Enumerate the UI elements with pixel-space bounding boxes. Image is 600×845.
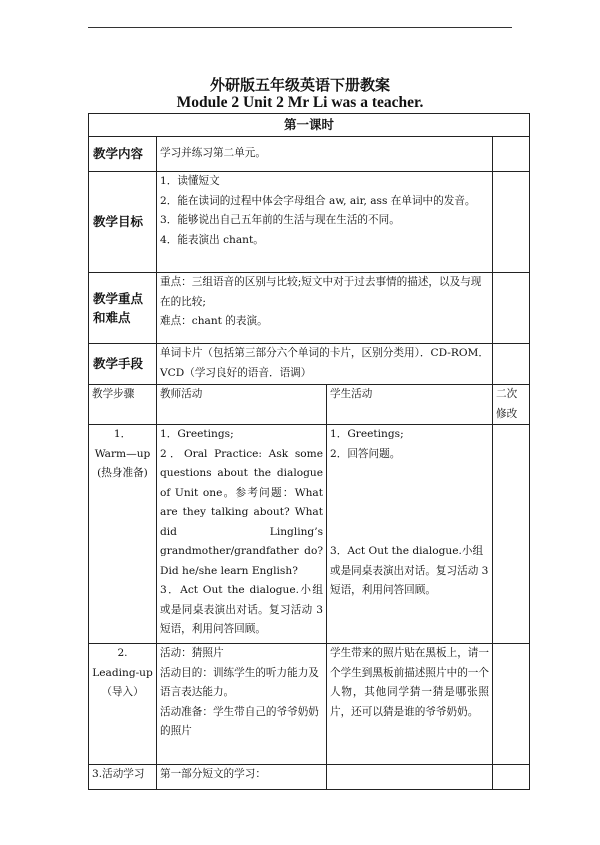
teacher-activity-cell (157, 425, 327, 644)
keypoints-cell (157, 273, 493, 344)
content-revision-cell (493, 137, 530, 172)
step-label-line: 2. (117, 647, 128, 659)
means-text: 单词卡片（包括第三部分六个单词的卡片，区别分类用）．CD-ROM．VCD（学习良好的语音．语调） (157, 344, 493, 385)
step-label-line: 1． (113, 428, 132, 440)
step-label-cell (89, 644, 157, 765)
content-row (89, 137, 530, 172)
keypoints-label-line: 和难点 (93, 310, 131, 325)
teacher-activity-item: 活动：猜照片 (160, 647, 224, 659)
keypoints-label (89, 273, 157, 344)
objectives-row (89, 172, 530, 273)
content-text: 学习并练习第二单元。 (157, 137, 493, 172)
keypoints-revision-cell (493, 273, 530, 344)
revision-cell (493, 765, 530, 790)
means-revision-cell (493, 344, 530, 385)
column-header-step: 教学步骤 (89, 385, 157, 425)
student-activity-item: 2．回答问题。 (330, 447, 401, 460)
objectives-label: 教学目标 (89, 172, 157, 273)
teacher-activity-item: 第一部分短文的学习： (160, 768, 266, 780)
objective-item: 1．读懂短文 (160, 175, 220, 187)
period-heading: 第一课时 (89, 114, 530, 137)
step-label-line: (热身准备) (97, 467, 148, 479)
step-label-line: （导入） (101, 686, 144, 698)
column-header-teacher: 教师活动 (157, 385, 327, 425)
header-rule (88, 27, 512, 28)
column-header-student: 学生活动 (327, 385, 493, 425)
step-label-cell (89, 425, 157, 644)
teacher-activity-cell (157, 644, 327, 765)
keypoints-row (89, 273, 530, 344)
teacher-activity-item: 3．Act Out the dialogue.小组或是同桌表演出对话。复习活动 3 短语，利用问答回顾。 (160, 584, 323, 635)
step-row-warmup (89, 425, 530, 644)
teacher-activity-item: 活动目的：训练学生的听力能力及语言表达能力。 (160, 666, 319, 698)
objective-item: 4．能表演出 chant。 (160, 233, 264, 246)
step-label-line: Leading-up (92, 666, 153, 679)
column-header-revision: 二次修改 (493, 385, 530, 425)
teacher-activity-item: 1．Greetings; (160, 428, 234, 440)
objectives-revision-cell (493, 172, 530, 273)
objective-item: 3．能够说出自己五年前的生活与现在生活的不同。 (160, 214, 400, 226)
keypoints-label-line: 教学重点 (93, 290, 144, 306)
means-row (89, 344, 530, 385)
teacher-activity-item: 活动准备：学生带自己的爷爷奶奶的照片 (160, 705, 319, 737)
revision-cell (493, 425, 530, 644)
teacher-activity-cell (157, 765, 327, 790)
step-row-activity (89, 765, 530, 790)
step-row-leading-up (89, 644, 530, 765)
column-header-row (89, 385, 530, 425)
student-activity-item: 学生带来的照片贴在黑板上，请一个学生到黑板前描述照片中的一个人物，其他同学猜一猜是哪张照片，还可以猜是谁的爷爷奶奶。 (330, 647, 489, 718)
step-label-line: Warm—up (94, 447, 151, 460)
student-activity-cell (327, 765, 493, 790)
content-label: 教学内容 (89, 137, 157, 172)
step-label-line: 3.活动学习 (92, 768, 145, 780)
period-row (89, 114, 530, 137)
keypoint-item: 重点：三组语音的区别与比较;短文中对于过去事情的描述，以及与现在的比较; (160, 276, 482, 308)
teacher-activity-item: 2．Oral Practice: Ask some questions about the dialogue of Unit one。参考问题：What are they talking about? What did Lingling’s grandmother/grandfather do? Did he/she learn English? (160, 447, 323, 577)
step-label-cell (89, 765, 157, 790)
student-activity-cell (327, 425, 493, 644)
objectives-cell (157, 172, 493, 273)
objective-item: 2．能在读词的过程中体会字母组合 aw, air, ass 在单词中的发音。 (160, 194, 476, 207)
student-activity-item: 3．Act Out the dialogue.小组或是同桌表演出对话。复习活动 3 短语，利用问答回顾。 (330, 545, 489, 596)
document-subtitle: Module 2 Unit 2 Mr Li was a teacher. (176, 94, 424, 111)
means-label: 教学手段 (89, 344, 157, 385)
keypoint-item: 难点：chant 的表演。 (160, 315, 268, 327)
student-activity-item: 1．Greetings; (330, 428, 404, 440)
revision-cell (493, 644, 530, 765)
lesson-plan-table (88, 113, 530, 790)
document-title: 外研版五年级英语下册教案 (209, 76, 390, 94)
student-activity-cell (327, 644, 493, 765)
